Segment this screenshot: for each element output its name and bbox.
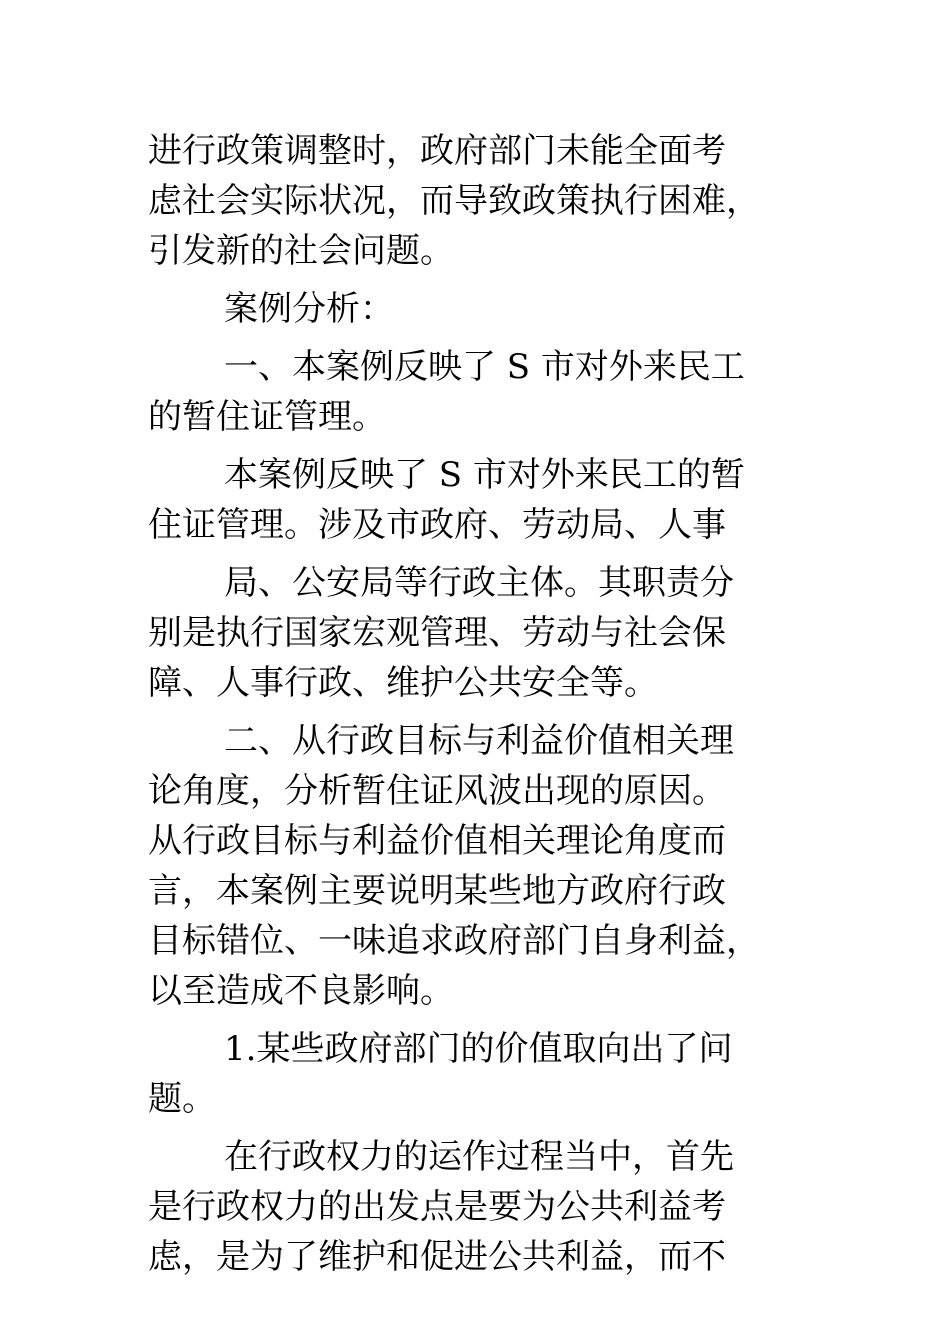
document-body (148, 126, 828, 1282)
text-line: 虑社会实际状况，而导致政策执行困难， (148, 181, 760, 221)
text-line: 的暂住证管理。 (148, 397, 386, 437)
text-line: 案例分析： (224, 289, 394, 329)
text-line: 从行政目标与利益价值相关理论角度而 (148, 821, 726, 861)
text-line: 二、从行政目标与利益价值相关理 (224, 721, 734, 761)
text-line: 虑，是为了维护和促进公共利益，而不 (148, 1237, 726, 1277)
text-line: 目标错位、一味追求政府部门自身利益， (148, 921, 760, 961)
text-line: 以至造成不良影响。 (148, 971, 454, 1011)
text-line: 是行政权力的出发点是要为公共利益考 (148, 1187, 726, 1227)
text-line: 论角度，分析暂住证风波出现的原因。 (148, 771, 726, 811)
text-line: 言，本案例主要说明某些地方政府行政 (148, 871, 726, 911)
text-line: 住证管理。涉及市政府、劳动局、人事 (148, 505, 726, 545)
text-line: 局、公安局等行政主体。其职责分 (224, 563, 734, 603)
text-line: 进行政策调整时，政府部门未能全面考 (148, 131, 726, 171)
text-line: 1.某些政府部门的价值取向出了问 (224, 1029, 733, 1069)
text-line: 引发新的社会问题。 (148, 231, 454, 271)
text-line: 题。 (148, 1079, 216, 1119)
text-line: 别是执行国家宏观管理、劳动与社会保 (148, 613, 726, 653)
text-line: 在行政权力的运作过程当中，首先 (224, 1137, 734, 1177)
text-line: 障、人事行政、维护公共安全等。 (148, 663, 658, 703)
text-line: 一、本案例反映了 S 市对外来民工 (224, 347, 745, 387)
text-line: 本案例反映了 S 市对外来民工的暂 (224, 455, 745, 495)
